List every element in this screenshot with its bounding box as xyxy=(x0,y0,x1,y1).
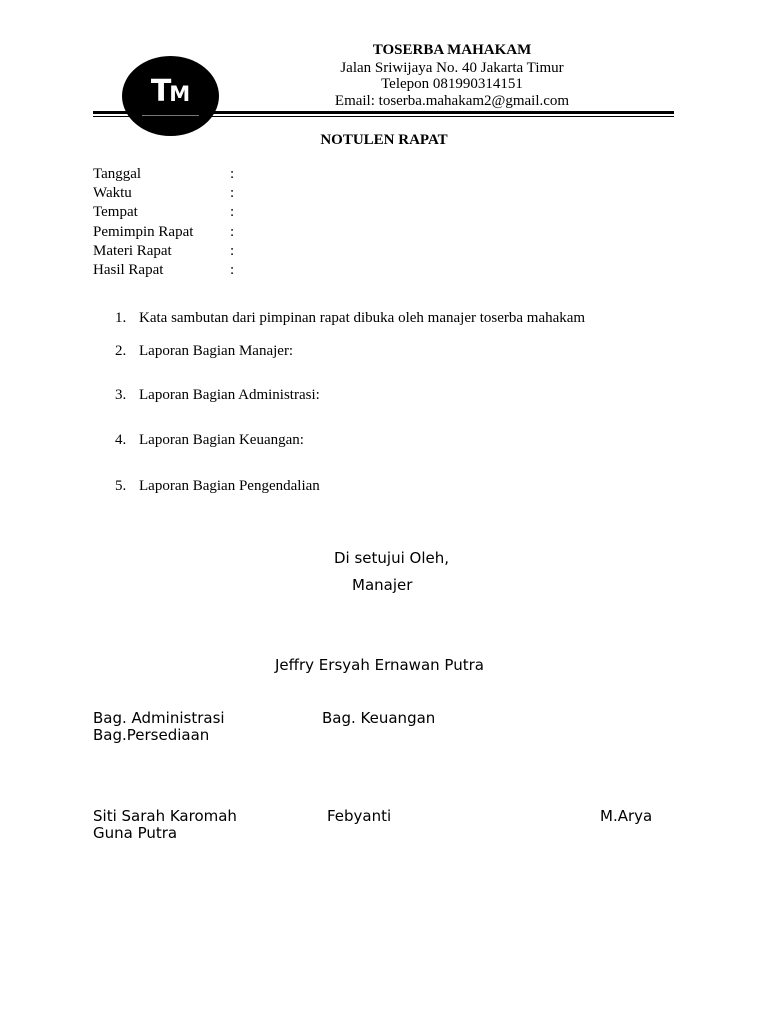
list-item-text: Laporan Bagian Manajer: xyxy=(139,343,294,359)
approval-caption: Di setujui Oleh, xyxy=(334,549,450,567)
list-item-number: 1. xyxy=(115,310,127,326)
logo-text: TM xyxy=(150,74,191,109)
field-label-pemimpin-rapat: Pemimpin Rapat xyxy=(93,224,194,240)
field-label-hasil-rapat: Hasil Rapat xyxy=(93,262,164,278)
field-label-waktu: Waktu xyxy=(93,185,132,201)
field-colon: : xyxy=(230,224,235,240)
list-item-text: Laporan Bagian Administrasi: xyxy=(139,387,320,403)
list-item-text: Kata sambutan dari pimpinan rapat dibuka oleh manajer toserba mahakam xyxy=(139,310,586,326)
list-item xyxy=(115,431,304,450)
list-item xyxy=(115,342,293,361)
approval-role: Manajer xyxy=(352,576,413,594)
header-divider-thin xyxy=(93,116,674,117)
signatory-title-administrasi: Bag. Administrasi xyxy=(93,709,225,727)
list-item-number: 2. xyxy=(115,343,127,359)
list-item xyxy=(115,386,320,405)
manager-name: Jeffry Ersyah Ernawan Putra xyxy=(275,656,484,674)
list-item-text: Laporan Bagian Pengendalian xyxy=(139,478,320,494)
list-item-number: 5. xyxy=(115,478,127,494)
list-item-number: 3. xyxy=(115,387,127,403)
signatory-name-administrasi: Siti Sarah Karomah xyxy=(93,807,237,825)
company-name: TOSERBA MAHAKAM xyxy=(372,42,532,58)
signatory-title-persediaan: Bag.Persediaan xyxy=(93,726,210,744)
list-item-text: Laporan Bagian Keuangan: xyxy=(139,432,304,448)
signatory-name-persediaan-continued: Guna Putra xyxy=(93,824,178,842)
field-label-tanggal: Tanggal xyxy=(93,166,142,182)
field-colon: : xyxy=(230,243,235,259)
company-phone: Telepon 081990314151 xyxy=(381,76,523,92)
company-address: Jalan Sriwijaya No. 40 Jakarta Timur xyxy=(340,60,564,76)
list-item xyxy=(115,477,320,496)
header-divider-thick xyxy=(93,111,674,114)
field-label-materi-rapat: Materi Rapat xyxy=(93,243,172,259)
field-colon: : xyxy=(230,262,235,278)
signatory-name-keuangan: Febyanti xyxy=(327,807,392,825)
company-logo xyxy=(122,56,219,136)
signatory-name-persediaan: M.Arya xyxy=(600,807,653,825)
field-colon: : xyxy=(230,204,235,220)
document-title: NOTULEN RAPAT xyxy=(320,132,448,148)
field-colon: : xyxy=(230,166,235,182)
list-item-number: 4. xyxy=(115,432,127,448)
signatory-title-keuangan: Bag. Keuangan xyxy=(322,709,436,727)
field-label-tempat: Tempat xyxy=(93,204,138,220)
company-email: Email: toserba.mahakam2@gmail.com xyxy=(334,93,570,109)
list-item xyxy=(115,309,585,328)
field-colon: : xyxy=(230,185,235,201)
